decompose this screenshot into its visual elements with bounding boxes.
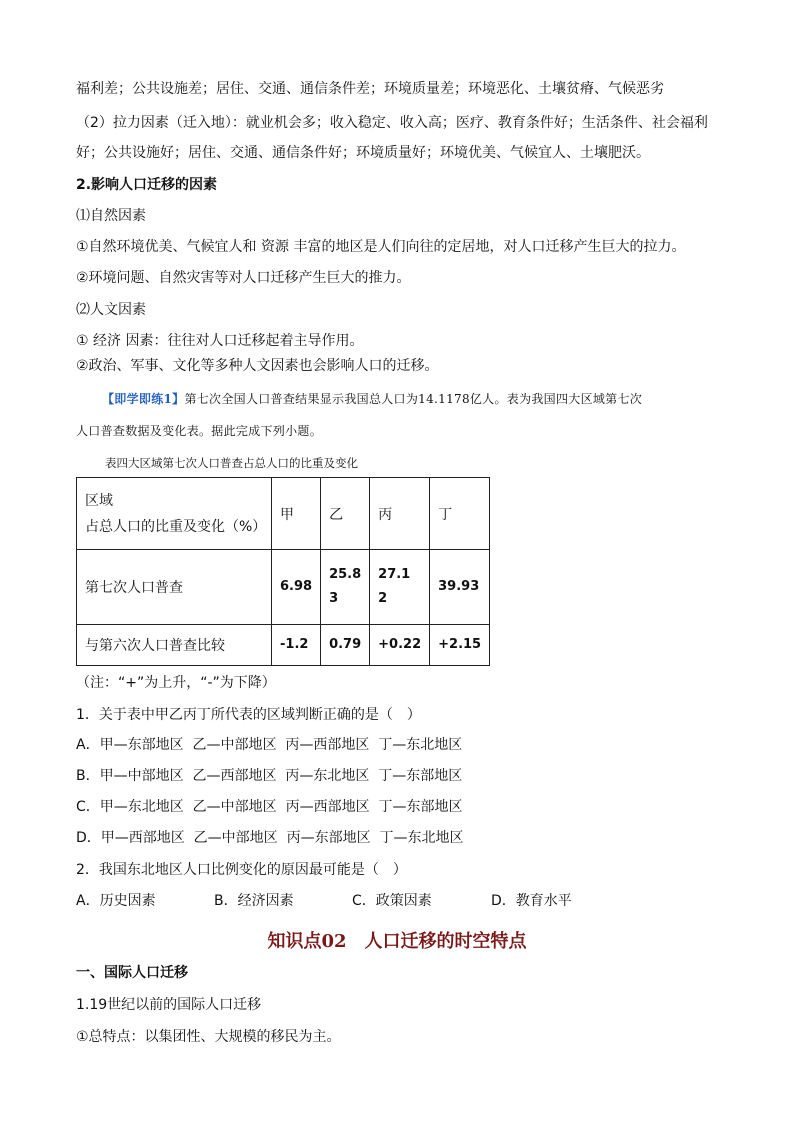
question-2-stem: 2．我国东北地区人口比例变化的原因最可能是（ ） bbox=[76, 862, 407, 878]
row-label-change: 与第六次人口普查比较 bbox=[77, 625, 272, 666]
header-label-share: 占总人口的比重及变化（%） bbox=[85, 518, 267, 535]
factors-title: 2.影响人口迁移的因素 bbox=[76, 177, 218, 193]
question-1-option-b: B．甲—中部地区 乙—西部地区 丙—东北地区 丁—东部地区 bbox=[76, 768, 463, 784]
practice-intro-line2: 人口普查数据及变化表。据此完成下列小题。 bbox=[76, 424, 323, 438]
value-cell: 25.8 3 bbox=[321, 550, 370, 625]
region-header: 丙 bbox=[370, 478, 430, 550]
value-cell: 0.79 bbox=[321, 625, 370, 666]
header-label-region: 区域 bbox=[85, 492, 113, 509]
value-cell: 39.93 bbox=[430, 550, 490, 625]
value-cell: 6.98 bbox=[272, 550, 321, 625]
table-row-census7 bbox=[77, 550, 490, 625]
table-caption: 表四大区域第七次人口普查占总人口的比重及变化 bbox=[105, 456, 358, 470]
question-1-option-a: A．甲—东部地区 乙—中部地区 丙—西部地区 丁—东北地区 bbox=[76, 737, 463, 753]
push-factor-tail: 福利差；公共设施差；居住、交通、通信条件差；环境质量差；环境恶化、土壤贫瘠、气候恶劣 bbox=[76, 81, 664, 97]
question-1-option-d: D．甲—西部地区 乙—中部地区 丙—东部地区 丁—东北地区 bbox=[76, 830, 464, 846]
pull-factor-line2: 好；公共设施好；居住、交通、通信条件好；环境质量好；环境优美、气候宜人、土壤肥沃。 bbox=[76, 145, 650, 161]
pull-factor-line1: （2）拉力因素（迁入地）：就业机会多；收入稳定、收入高；医疗、教育条件好；生活条件、社会福利 bbox=[76, 115, 708, 131]
population-table bbox=[76, 477, 490, 666]
value-cell: 27.1 2 bbox=[370, 550, 430, 625]
practice-text-1: 第七次全国人口普查结果显示我国总人口为14.1178亿人。表为我国四大区域第七次 bbox=[184, 392, 643, 406]
practice-intro-line1 bbox=[102, 389, 642, 409]
table-row-change bbox=[77, 625, 490, 666]
region-header: 丁 bbox=[430, 478, 490, 550]
question-2-option-d: D．教育水平 bbox=[491, 893, 572, 909]
human-factor-2: ②政治、军事、文化等多种人文因素也会影响人口的迁移。 bbox=[76, 358, 439, 374]
subsection-title-international: 一、国际人口迁移 bbox=[76, 965, 188, 981]
natural-factors-title: ⑴自然因素 bbox=[76, 208, 146, 224]
value-cell: +2.15 bbox=[430, 625, 490, 666]
row-label-census7: 第七次人口普查 bbox=[77, 550, 272, 625]
human-factor-1: ① 经济 因素：往往对人口迁移起着主导作用。 bbox=[76, 333, 364, 349]
region-header: 乙 bbox=[321, 478, 370, 550]
value-cell: -1.2 bbox=[272, 625, 321, 666]
header-cell-region bbox=[77, 478, 272, 550]
question-1-option-c: C．甲—东北地区 乙—中部地区 丙—西部地区 丁—东部地区 bbox=[76, 799, 463, 815]
overall-characteristic: ①总特点：以集团性、大规模的移民为主。 bbox=[76, 1029, 341, 1045]
table-header-row bbox=[77, 478, 490, 550]
region-header: 甲 bbox=[272, 478, 321, 550]
question-2-option-a: A．历史因素 bbox=[76, 893, 156, 909]
natural-factor-2: ②环境问题、自然灾害等对人口迁移产生巨大的推力。 bbox=[76, 270, 411, 286]
value-cell: +0.22 bbox=[370, 625, 430, 666]
human-factors-title: ⑵人文因素 bbox=[76, 302, 146, 318]
section-heading: 知识点02 人口迁移的时空特点 bbox=[267, 931, 527, 952]
subsection-title-pre19c: 1.19世纪以前的国际人口迁移 bbox=[76, 997, 262, 1013]
question-2-option-b: B．经济因素 bbox=[214, 893, 294, 909]
table-note: （注：“+”为上升，“-”为下降） bbox=[76, 675, 276, 691]
question-1-stem: 1．关于表中甲乙丙丁所代表的区域判断正确的是（ ） bbox=[76, 707, 421, 723]
natural-factor-1: ①自然环境优美、气候宜人和 资源 丰富的地区是人们向往的定居地，对人口迁移产生巨大的拉力。 bbox=[76, 239, 686, 255]
practice-tag: 【即学即练1】 bbox=[102, 392, 185, 406]
question-2-option-c: C．政策因素 bbox=[352, 893, 432, 909]
